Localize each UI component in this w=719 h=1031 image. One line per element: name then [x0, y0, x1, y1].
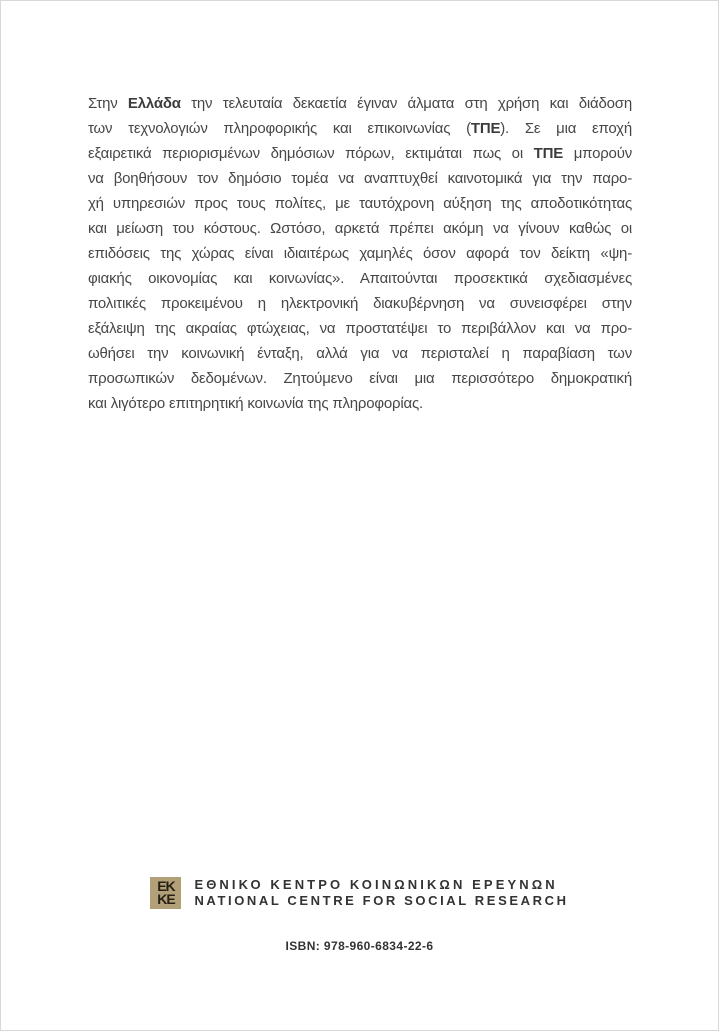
blurb-line: [88, 291, 632, 316]
blurb-text: πολιτικές προκειμένου η ηλεκτρονική διακυβέρνηση να συνεισφέρει στην: [88, 295, 632, 312]
blurb-line: [88, 241, 632, 266]
back-cover-blurb: [88, 91, 632, 416]
blurb-text: ). Σε μια εποχή: [500, 120, 632, 137]
publisher-names: [194, 877, 568, 909]
blurb-text: να βοηθήσουν τον δημόσιο τομέα να αναπτυχθεί καινοτομικά για την παρο-: [88, 170, 632, 187]
isbn-text: ISBN: 978-960-6834-22-6: [285, 939, 434, 953]
blurb-line: [88, 341, 632, 366]
blurb-line: [88, 266, 632, 291]
blurb-bold-text: Ελλάδα: [127, 95, 181, 112]
blurb-line: [88, 216, 632, 241]
blurb-text: των τεχνολογιών πληροφορικής και επικοινωνίας (: [88, 120, 471, 137]
ekke-logo-line2: ΚΕ: [157, 891, 175, 907]
blurb-bold-text: ΤΠΕ: [470, 120, 501, 137]
blurb-line: [88, 141, 632, 166]
ekke-logo: [150, 877, 181, 909]
blurb-line: [88, 366, 632, 391]
blurb-line: [88, 391, 632, 416]
blurb-line: [88, 191, 632, 216]
blurb-text: την τελευταία δεκαετία έγιναν άλματα στη χρήση και διάδοση: [180, 95, 632, 112]
publisher-block: [1, 877, 718, 909]
blurb-line: [88, 116, 632, 141]
blurb-text: εξαιρετικά περιορισμένων δημόσιων πόρων, εκτιμάται πως οι: [88, 145, 534, 162]
blurb-bold-text: ΤΠΕ: [533, 145, 564, 162]
blurb-text: φιακής οικονομίας και κοινωνίας». Απαιτούνται προσεκτικά σχεδιασμένες: [88, 270, 632, 287]
blurb-line: [88, 316, 632, 341]
blurb-text: μπορούν: [563, 145, 632, 162]
blurb-text: προσωπικών δεδομένων. Ζητούμενο είναι μια περισσότερο δημοκρατική: [88, 370, 632, 387]
blurb-text: επιδόσεις της χώρας είναι ιδιαιτέρως χαμηλές όσον αφορά τον δείκτη «ψη-: [88, 245, 632, 262]
blurb-line: [88, 166, 632, 191]
blurb-text: εξάλειψη της ακραίας φτώχειας, να προστατέψει το περιβάλλον και να προ-: [88, 320, 632, 337]
blurb-text: και λιγότερο επιτηρητική κοινωνία της πληροφορίας.: [88, 395, 423, 412]
blurb-text: Στην: [88, 95, 128, 112]
publisher-name-greek: ΕΘΝΙΚΟ ΚΕΝΤΡΟ ΚΟΙΝΩΝΙΚΩΝ ΕΡΕΥΝΩΝ: [194, 877, 558, 892]
blurb-text: χή υπηρεσιών προς τους πολίτες, με ταυτόχρονη αύξηση της αποδοτικότητας: [88, 195, 632, 212]
blurb-text: ωθήσει την κοινωνική ένταξη, αλλά για να περισταλεί η παραβίαση των: [88, 345, 632, 362]
blurb-text: και μείωση του κόστους. Ωστόσο, αρκετά πρέπει ακόμη να γίνουν καθώς οι: [88, 220, 632, 237]
publisher-name-english: NATIONAL CENTRE FOR SOCIAL RESEARCH: [194, 893, 569, 908]
blurb-line: [88, 91, 632, 116]
ekke-logo-line1: ΕΚ: [157, 878, 175, 894]
